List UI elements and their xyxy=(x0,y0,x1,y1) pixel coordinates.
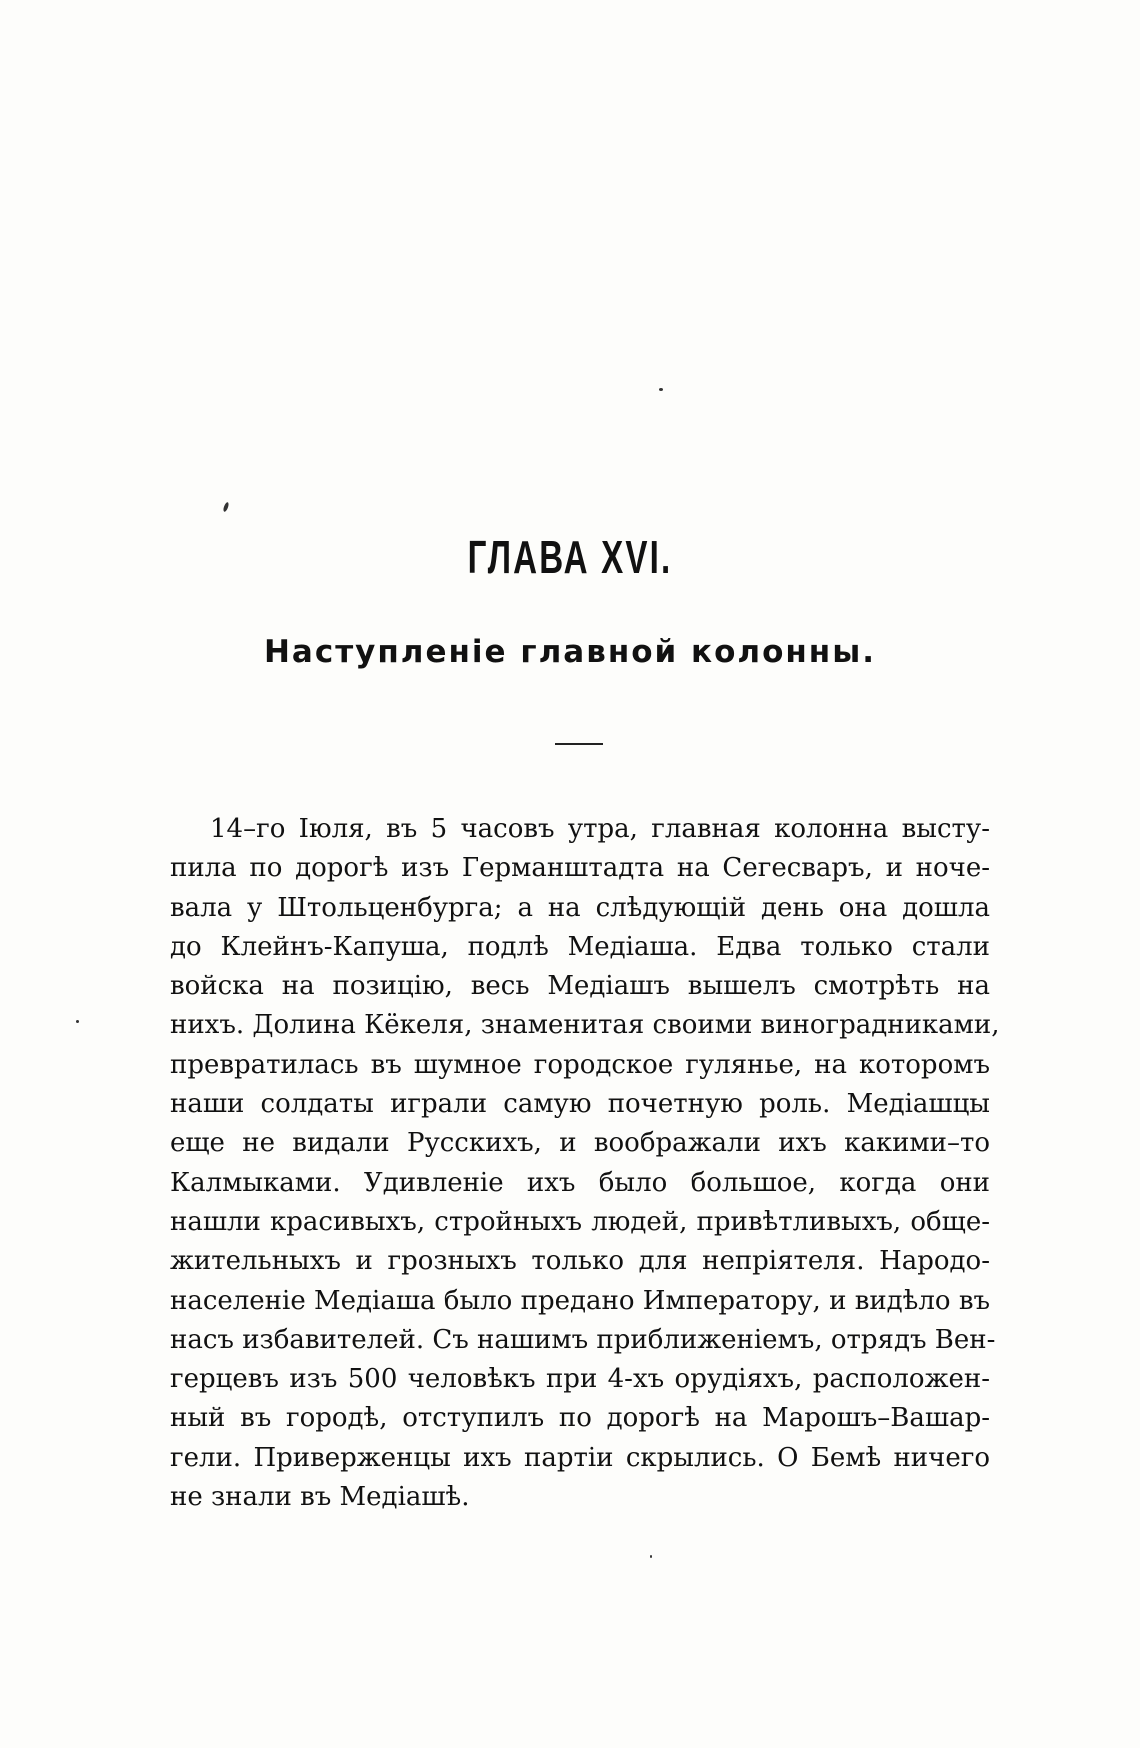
text-line: населенiе Медiаша было предано Императору, и видѣло въ xyxy=(170,1285,990,1316)
text-line: войска на позицiю, весь Медiашъ вышелъ смотрѣть на xyxy=(170,971,990,1002)
text-line: вала у Штольценбурга; а на слѣдующiй день она дошла xyxy=(170,892,990,923)
section-divider xyxy=(555,743,603,745)
text-line: Калмыками. Удивленiе ихъ было большое, когда они xyxy=(170,1167,990,1198)
scan-speck xyxy=(76,1020,79,1023)
scan-speck xyxy=(650,1555,652,1558)
text-line: не знали въ Медiашѣ. xyxy=(170,1482,470,1513)
text-line: нихъ. Долина Кёкеля, знаменитая своими виноградниками, xyxy=(170,1010,1000,1041)
scan-speck xyxy=(222,502,229,513)
text-line: 14–го Iюля, въ 5 часовъ утра, главная колонна высту- xyxy=(210,814,990,844)
text-line: герцевъ изъ 500 человѣкъ при 4-хъ орудiяхъ, расположен- xyxy=(170,1364,990,1395)
body-paragraph xyxy=(170,810,1000,1517)
text-line: превратилась въ шумное городское гулянье, на которомъ xyxy=(170,1049,990,1080)
chapter-title: ГЛАВА XVI. xyxy=(467,531,673,583)
text-line: насъ избавителей. Съ нашимъ приближенiемъ, отрядъ Вен- xyxy=(170,1324,996,1355)
text-line: нашли красивыхъ, стройныхъ людей, привѣтливыхъ, обще- xyxy=(170,1206,990,1237)
text-line: гели. Приверженцы ихъ партiи скрылись. О Бемѣ ничего xyxy=(170,1442,990,1473)
text-line: до Клейнъ-Капуша, подлѣ Медiаша. Едва только стали xyxy=(170,931,990,962)
text-line: еще не видали Русскихъ, и воображали ихъ какими–то xyxy=(170,1128,990,1159)
text-line: ный въ городѣ, отступилъ по дорогѣ на Марошъ–Вашар- xyxy=(170,1403,990,1434)
scan-speck xyxy=(659,388,663,391)
text-line: наши солдаты играли самую почетную роль. Медiашцы xyxy=(170,1089,990,1120)
text-line: пила по дорогѣ изъ Германштадта на Сегесваръ, и ноче- xyxy=(170,853,990,884)
text-line: жительныхъ и грозныхъ только для непрiятеля. Народо- xyxy=(170,1246,990,1277)
chapter-subtitle: Наступленiе главной колонны. xyxy=(263,634,877,670)
